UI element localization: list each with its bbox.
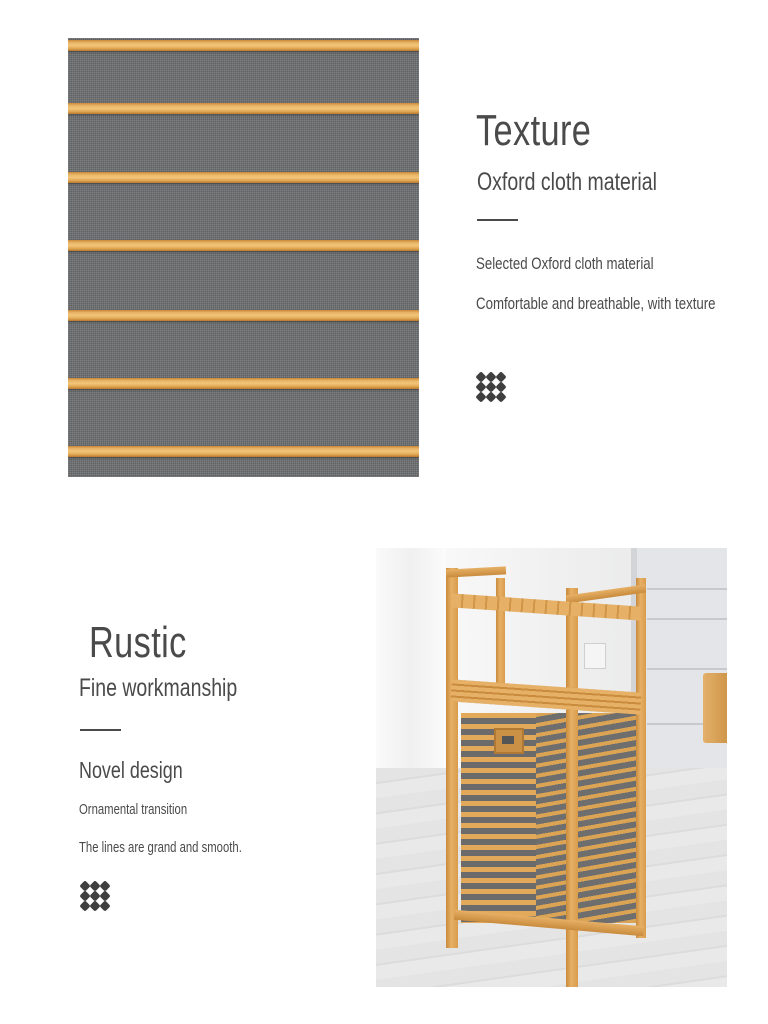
hamper-post bbox=[446, 568, 458, 948]
hamper-handle bbox=[494, 728, 524, 754]
top-shelf bbox=[451, 593, 642, 620]
top-rail bbox=[446, 566, 506, 577]
hamper-product-photo bbox=[376, 548, 727, 987]
rustic-subtitle: Fine workmanship bbox=[79, 674, 238, 702]
hamper-side-slats bbox=[536, 713, 641, 923]
side-table bbox=[703, 673, 727, 743]
dot-grid-icon bbox=[80, 881, 110, 911]
hamper-post bbox=[636, 578, 646, 938]
bamboo-slat bbox=[68, 378, 419, 389]
bamboo-slat bbox=[68, 172, 419, 183]
middle-shelf bbox=[450, 679, 641, 714]
texture-line-1: Selected Oxford cloth material bbox=[476, 254, 654, 273]
divider bbox=[80, 729, 121, 731]
bamboo-slat bbox=[68, 446, 419, 457]
bamboo-slat bbox=[68, 40, 419, 51]
texture-line-2: Comfortable and breathable, with texture bbox=[476, 294, 716, 313]
rustic-line-2: The lines are grand and smooth. bbox=[79, 840, 242, 856]
rustic-line-1: Ornamental transition bbox=[79, 802, 188, 818]
texture-title: Texture bbox=[476, 106, 592, 155]
rustic-title: Rustic bbox=[89, 618, 187, 667]
fabric-texture-image bbox=[68, 38, 419, 477]
dot-grid-icon bbox=[476, 372, 506, 402]
divider bbox=[477, 219, 518, 221]
texture-subtitle: Oxford cloth material bbox=[477, 168, 657, 196]
bamboo-slat bbox=[68, 240, 419, 251]
rustic-heading-2: Novel design bbox=[79, 757, 183, 783]
bamboo-slat bbox=[68, 103, 419, 114]
bamboo-slat bbox=[68, 310, 419, 321]
wall-socket bbox=[584, 643, 606, 669]
